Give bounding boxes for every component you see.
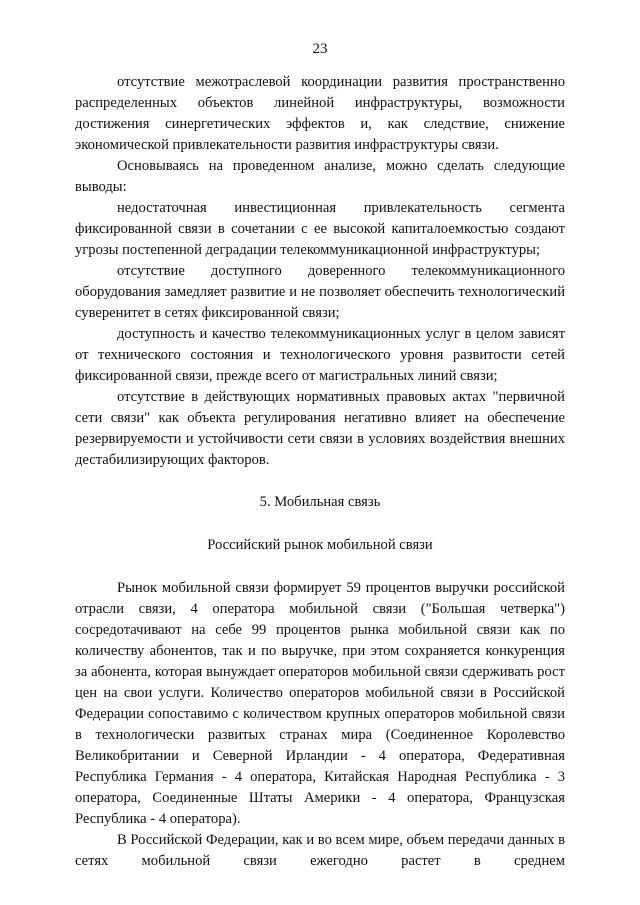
paragraph-quality: доступность и качество телекоммуникационных услуг в целом зависят от технического состояния и технологического уровня развитости сетей фиксированной связи, прежде всего от магистральных линий связи; — [75, 326, 565, 384]
spacer — [75, 556, 565, 578]
paragraph-equipment: отсутствие доступного доверенного телекоммуникационного оборудования замедляет развитие и не позволяет обеспечить технологический суверенитет в сетях фиксированной связи; — [75, 263, 565, 321]
page-number: 23 — [312, 41, 328, 57]
paragraph-coordination: отсутствие межотраслевой координации развития пространственно распределенных объектов линейной инфраструктуры, возможности достижения синергетических эффектов и, как следствие, снижение экономической привлекательности развития инфраструктуры связи. — [75, 74, 565, 153]
paragraph-primary-network: отсутствие в действующих нормативных правовых актах "первичной сети связи" как объекта регулирования негативно влияет на обеспечение резервируемости и устойчивости сети связи в условиях воздействия внешних дестабилизирующих факторов. — [75, 389, 565, 468]
section-title: 5. Мобильная связь — [259, 494, 381, 510]
paragraph-data-volume: В Российской Федерации, как и во всем мире, объем передачи данных в сетях мобильной связи ежегодно растет в среднем — [75, 832, 565, 869]
paragraph-mobile-market: Рынок мобильной связи формирует 59 процентов выручки российской отрасли связи, 4 оператора мобильной связи ("Большая четверка") сосредотачивают на себе 99 процентов рынка мобильной связи как по количеству абонентов, так и по выручке, при этом сохраняется конкуренция за абонента, которая вынуждает операторов мобильной связи сдерживать рост цен на свои услуги. Количество операторов мобильной связи в Российской Федерации сопоставимо с количеством крупных операторов мобильной связи в технологически развитых странах мира (Соединенное Королевство Великобритании и Северной Ирландии - 4 оператора, Федеративная Республика Германия - 4 оператора, Китайская Народная Республика - 3 оператора, Соединенные Штаты Америки - 4 оператора, Французская Республика - 4 оператора). — [75, 580, 565, 827]
paragraph-conclusions-intro: Основываясь на проведенном анализе, можно сделать следующие выводы: — [75, 158, 565, 195]
section-subtitle: Российский рынок мобильной связи — [207, 537, 433, 553]
spacer — [75, 471, 565, 492]
document-body — [75, 72, 565, 872]
paragraph-investment: недостаточная инвестиционная привлекательность сегмента фиксированной связи в сочетании с ее высокой капиталоемкостью создают угрозы постепенной деградации телекоммуникационной инфраструктуры; — [75, 200, 565, 258]
spacer — [75, 513, 565, 535]
